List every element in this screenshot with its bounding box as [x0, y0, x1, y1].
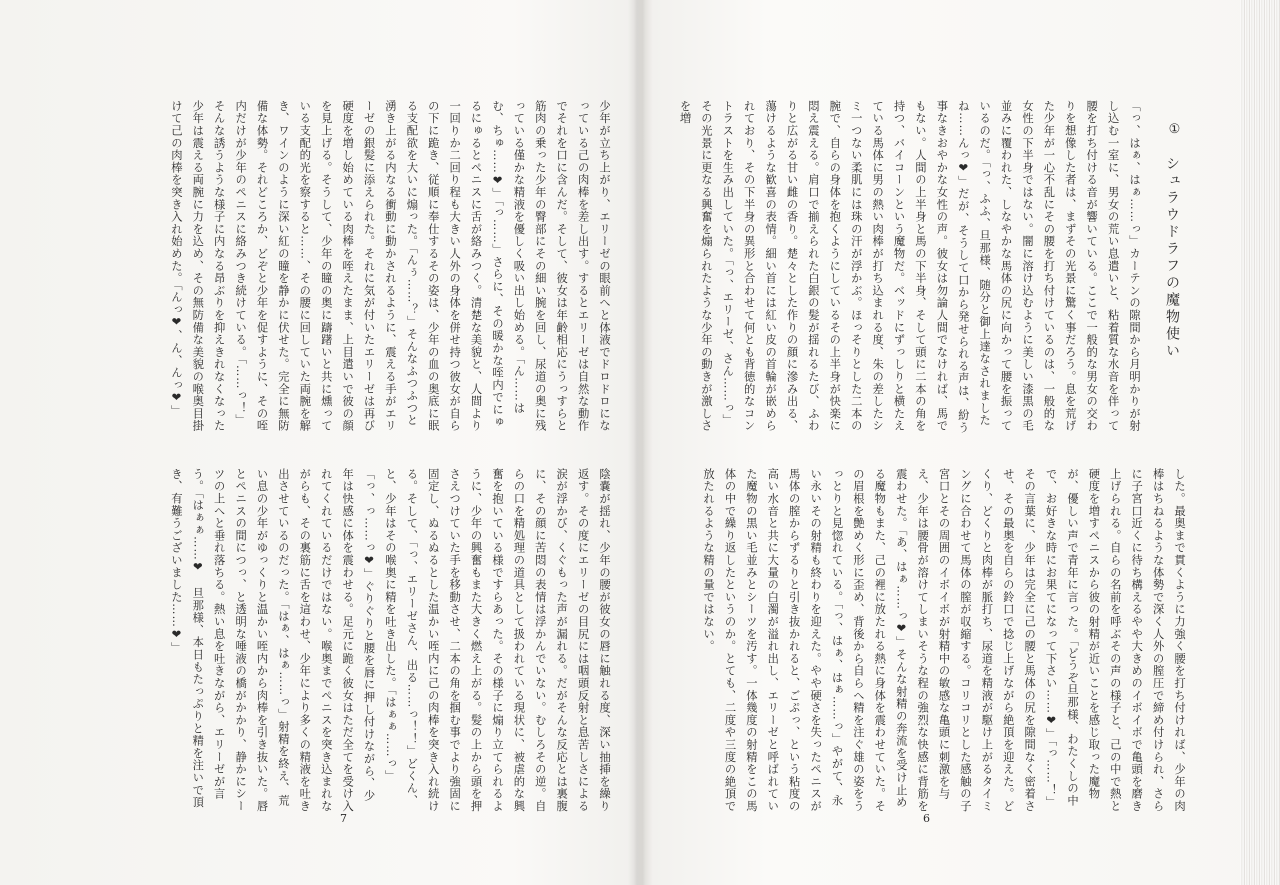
right-page: [678, 100, 1190, 825]
left-page-number: 7: [340, 812, 347, 825]
right-page-number: 6: [923, 812, 930, 825]
right-page-top-block: [680, 100, 1145, 435]
book-gutter: [628, 0, 646, 885]
left-page-bottom-block: [100, 468, 615, 813]
chapter-number: ①: [1167, 122, 1182, 141]
right-page-bottom-block: [680, 468, 1190, 813]
chapter-title: シュラウドラフの魔物使い: [1164, 156, 1180, 360]
right-page-bottom-text: した。最奥まで貫くように力強く腰を打ち付ければ、少年の肉棒はちねるような体勢で深く人外の膣圧で締め付けられ、さらに子宮口近くに待ち構えるやや大きめのイボイボで亀頭を磨き上げられる。自らの名前を呼ぶその声の様子と、己の中で熱と硬度を増すペニスから彼の射精が近いことを感じ取った魔物が、優しい声で青年に言った。「どうぞ旦那様、わたくしの中で、お好きな時にお果てになって下さい……❤」「っ……！」その言葉に、少年は完全に己の腰と馬体の尻を隙間なく密着させ、その最奥を自らの鈴口で捻じ上げながら絶頂を迎えた。どくり、どくりと肉棒が脈打ち、尿道を精液が駆け上がるタイミングに合わせて馬体の膣が収縮する。コリコリとした感触の子宮口とその周囲のイボイボが射精中の敏感な亀頭に刺激を与え、少年は腰骨が溶けてしまいそうな程の強烈な快感に背筋を震わせた。「あ、はぁ……っ❤」そんな射精の奔流を受け止める魔物もまた、己の裡に放たれる熱に身体を震わせていた。その眉根を艶めく形に歪め、背後から自らへ精を注ぐ雄の姿をうっとりと見惚れている。「っ、はぁ、はぁ……っ」やがて、永い永いその射精も終わりを迎えた。やや硬さを失ったペニスが馬体の膣からずるりと引き抜かれると、ごぷっ、という粘度の高い水音と共に大量の白濁が溢れ出し、エリーゼと呼ばれていた魔物の黒い毛並みとシーツを汚す。一体幾度の射精をこの馬体の中で繰り返したというのか。とても、二度や三度の絶頂で放たれるような精の量ではない。: [702, 468, 1186, 813]
left-page-top-text: 少年が立ち上がり、エリーゼの眼前へと体液でドロドロになっている己の肉棒を差し出す。するとエリーゼは自然な動作でそれを口に含んだ。そして、彼女は年齢相応にうっすらと筋肉の乗った少年の臀部にその細い腕を回し、尿道の奥に残っている僅かな精液を優しく吸い出し始める。「ん……はむ、ちゅ……❤」「っ……」さらに、その暖かな咥内でにゅるにゅるとペニスに舌が絡みつく。清楚な美貌と、人間より一回りか二回り程も大きい人外の身体を併せ持つ彼女が自らの下に跪き、従順に奉仕するその姿は、少年の血の奥底に眠る支配欲を大いに煽った。「んぅ……？」そんなふつふつと湧き上がる内なる衝動に動かされるように、震える手がエリーゼの銀髪に添えられた。それに気が付いたエリーゼは再び硬度を増し始めている肉棒を咥えたまま、上目遣いで彼の顔を見上げる。そうして、少年の瞳の奥に躊躇いと共に燻っている支配的光を察すると……、その腰に回していた両腕を解き、ワインのように深い紅の瞳を静かに伏せた。完全に無防備な体勢。それどころか、どぞと少年を促すように、その咥内だけが少年のペニスに絡みつき続けている。「……っ！」そんな誘うような様子に内なる昂ぶりを抑えきれなくなった少年は震える両腕に力を込め、その無防備な美貌の喉奥目掛けて己の肉棒を突き入れ始めた。「んっ❤、ん、んっ❤」: [169, 100, 611, 433]
left-page-bottom-text: 陰嚢が揺れ、少年の腰が彼女の唇に触れる度、深い抽挿を繰り返す。その度にエリーゼの目尻には咽頭反射と息苦しさによる涙が浮かび、くぐもった声が漏れる。だがそんな反応とは裏腹に、その顔に苦悶の表情は浮かんでいない。むしろその逆。自らの口を精処理の道具として扱われている現状に、被虐的な興奮を抱いている様ですらあった。その様子に煽り立てられるように、少年の興奮もまた大きく燃え上がる。髪の上から頭を押さえつけていた手を移動させ、二本の角を掴む事でより強固に固定し、ぬるぬるとした温かい咥内に己の肉棒を突き入れ続ける。そして、「っ、エリーゼさん、出る……っ！！」どくん、と、少年はその喉奥に精を吐き出した。「はぁぁ……っ」「っ、っ……っ❤」ぐりぐりと腰を唇に押し付けながら、少年は快感に体を震わせる。足元に跪く彼女はただ全てを受け入れてくれているだけではない。喉奥までペニスを突き込まれながらも、その裏筋に舌を這わせ、少年により多くの精液を吐き出させているのだった。「はぁ、はぁ……っ」射精を終え、荒い息の少年がゆっくりと温かい咥内から肉棒を引き抜いた。唇とペニスの間につっ、と透明な唾液の橋がかかり、静かにシーツの上へと垂れ落ちる。熱い息を吐きながら、エリーゼが言う。「はぁぁ……❤ 旦那様、本日もたっぷりと精を注いで頂き、有難うございました……❤」: [169, 468, 611, 813]
left-page: [100, 100, 615, 825]
right-page-top-text: 「っ、はぁ、はぁ……っ」カーテンの隙間から月明かりが射し込む一室に、男女の荒い息遣いと、粘着質な水音を伴って腰を打ち付ける音が響いている。ここで一般的な男女の交わりを想像した者は、まずその光景に驚く事だろう。息を荒げた少年が一心不乱にその腰を打ち付けているのは、一般的な女性の下半身ではない。闇に溶け込むように美しい漆黒の毛並みに覆われた、しなやかな馬体の尻に向かって腰を振っているのだ。「っ、ふふ、旦那様、随分と御上達なされましたね……んっ❤」だが、そうして口から発せられる声は、紛う事なきおやかな女性の声。彼女は勿論人間でなければ、馬でもない。人間の上半身と馬の下半身、そして頭に二本の角を持つ、バイコーンという魔物だ。ベッドにずっしりと横たえている馬体に男の熱い肉棒が打ち込まれる度、朱の差したシミ一つない柔肌には珠の汗が浮かぶ。ほっそりとした二本の腕で、自らの身体を抱くようにしているその上半身が快楽に悶え震える。肩口で揃えられた白銀の髪が揺れるたび、ふわりと広がる甘い雌の香り。楚々とした作りの顔に滲み出る、蕩けるような歓喜の表情。細い首には紅い皮の首輪が嵌められており、その下半身の異形と合わせて何とも背徳的なコントラストを生み出していた。「っ、エリーゼ、さん……っ」その光景に更なる興奮を煽られたような少年の動きが激しさを増: [678, 100, 1141, 434]
left-page-top-block: [100, 100, 615, 435]
page-edges: [1240, 0, 1280, 885]
